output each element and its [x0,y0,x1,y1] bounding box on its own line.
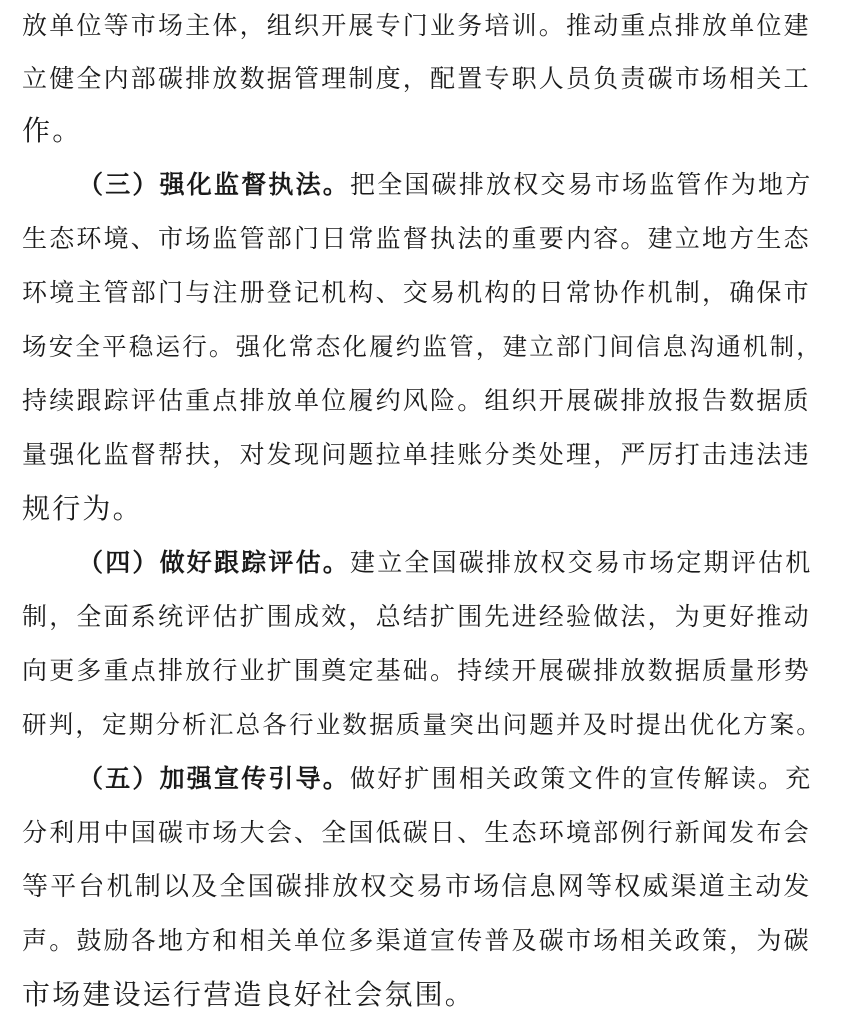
body-line: 立健全内部碳排放数据管理制度，配置专职人员负责碳市场相关工 [22,64,811,93]
section-heading: （四）做好跟踪评估。 [78,548,351,577]
body-line: 生态环境、市场监管部门日常监督执法的重要内容。建立地方生态 [22,224,811,253]
paragraph-text: 建立全国碳排放权交易市场定期评估机 [350,548,813,577]
paragraph-text: 做好扩围相关政策文件的宣传解读。充 [350,764,813,793]
body-line: 环境主管部门与注册登记机构、交易机构的日常协作机制，确保市 [22,278,811,307]
body-line: 持续跟踪评估重点排放单位履约风险。组织开展碳排放报告数据质 [22,386,811,415]
paragraph-start-line [78,757,812,801]
paragraph-start-line [78,163,812,207]
body-line: 制，全面系统评估扩围成效，总结扩围先进经验做法，为更好推动 [22,602,811,631]
body-line: 声。鼓励各地方和相关单位多渠道宣传普及碳市场相关政策，为碳 [22,926,811,955]
section-heading: （三）强化监督执法。 [78,170,351,199]
paragraph-text: 把全国碳排放权交易市场监管作为地方 [350,170,813,199]
body-line: 场安全平稳运行。强化常态化履约监管，建立部门间信息沟通机制， [22,332,823,361]
body-line: 量强化监督帮扶，对发现问题拉单挂账分类处理，严厉打击违法违 [22,440,811,469]
body-line: 放单位等市场主体，组织开展专门业务培训。推动重点排放单位建 [22,11,811,40]
paragraph-start-line [78,541,812,585]
body-line: 市场建设运行营造良好社会氛围。 [22,978,476,1011]
body-line: 向更多重点排放行业扩围奠定基础。持续开展碳排放数据质量形势 [22,656,811,685]
body-line: 等平台机制以及全国碳排放权交易市场信息网等权威渠道主动发 [22,872,812,902]
body-line: 研判，定期分析汇总各行业数据质量突出问题并及时提出优化方案。 [22,710,823,739]
body-line: 规行为。 [22,492,143,525]
section-heading: （五）加强宣传引导。 [78,764,351,793]
body-line: 作。 [22,114,83,147]
body-line: 分利用中国碳市场大会、全国低碳日、生态环境部例行新闻发布会 [22,818,811,847]
